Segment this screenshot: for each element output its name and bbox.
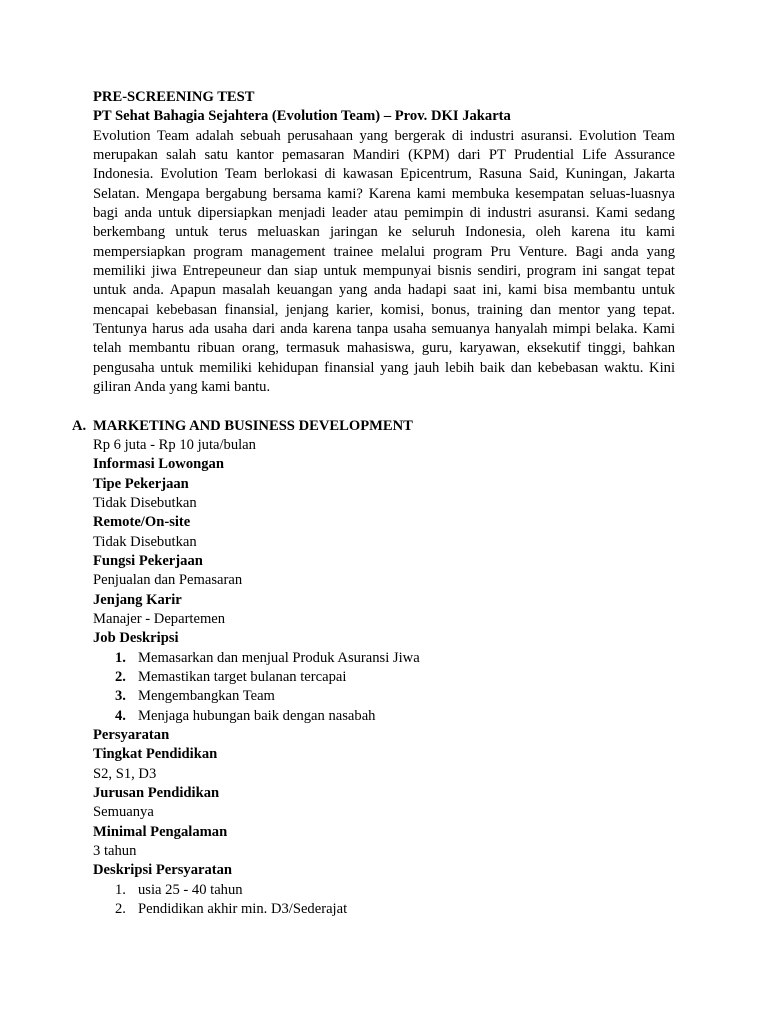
- list-text: Pendidikan akhir min. D3/Sederajat: [138, 901, 348, 918]
- list-item: [93, 687, 675, 706]
- jenjang-karir-value: Manajer - Departemen: [93, 610, 226, 627]
- job-deskripsi-label: Job Deskripsi: [93, 630, 179, 647]
- list-item: [93, 707, 675, 726]
- tipe-pekerjaan-value: Tidak Disebutkan: [93, 494, 197, 511]
- list-text: Memastikan target bulanan tercapai: [138, 668, 347, 685]
- section-title: MARKETING AND BUSINESS DEVELOPMENT: [93, 417, 413, 434]
- remote-value: Tidak Disebutkan: [93, 533, 197, 550]
- spacer: [93, 398, 675, 417]
- list-number: 2.: [115, 668, 126, 685]
- list-number: 1.: [115, 881, 126, 898]
- company-line: PT Sehat Bahagia Sejahtera (Evolution Team) – Prov. DKI Jakarta: [93, 108, 511, 125]
- fungsi-pekerjaan-label: Fungsi Pekerjaan: [93, 552, 203, 569]
- document-content: [72, 88, 675, 919]
- tingkat-pendidikan-label: Tingkat Pendidikan: [93, 746, 218, 763]
- list-text: Menjaga hubungan baik dengan nasabah: [138, 707, 376, 724]
- intro-paragraph: Evolution Team adalah sebuah perusahaan yang bergerak di industri asuransi. Evolution Team merupakan salah satu kantor pemasaran Mandiri (KPM) dari PT Prudential Life Assurance Indonesia. Evolution Team berlokasi di kawasan Epicentrum, Rasuna Said, Kuningan, Jakarta Selatan. Mengapa bergabung bersama kami? Karena kami membuka kesempatan seluas-luasnya bagi anda untuk dipersiapkan menjadi leader atau pemimpin di industri asuransi. Kami sedang berkembang untuk terus meluaskan jaringan ke seluruh Indonesia, oleh karena itu kami mempersiapkan program management trainee melalui program Pru Venture. Bagi anda yang memiliki jiwa Entrepeuneur dan siap untuk mempunyai bisnis sendiri, program ini sangat tepat untuk anda. Apapun masalah keuangan yang anda hadapi saat ini, kami bisa membantu untuk mencapai kebebasan finansial, jenjang karier, komisi, bonus, training dan mentor yang tepat. Tentunya harus ada usaha dari anda karena tanpa usaha semuanya hanyalah mimpi belaka. Kami telah membantu ribuan orang, termasuk mahasiswa, guru, karyawan, eksekutif tinggi, bahkan pengusaha untuk memiliki kehidupan finansial yang jauh lebih baik dan kebebasan waktu. Kini giliran Anda yang kami bantu.: [93, 127, 675, 396]
- persyaratan-label: Persyaratan: [93, 727, 170, 743]
- list-text: usia 25 - 40 tahun: [138, 881, 243, 898]
- list-text: Memasarkan dan menjual Produk Asuransi Jiwa: [138, 649, 420, 666]
- jurusan-pendidikan-label: Jurusan Pendidikan: [93, 785, 220, 802]
- list-item: [93, 668, 675, 687]
- deskripsi-persyaratan-list: [93, 881, 675, 920]
- section-letter: A.: [72, 417, 87, 434]
- list-number: 1.: [115, 649, 126, 666]
- fungsi-pekerjaan-value: Penjualan dan Pemasaran: [93, 572, 243, 589]
- job-deskripsi-list: [93, 649, 675, 726]
- list-text: Mengembangkan Team: [138, 688, 275, 705]
- minimal-pengalaman-label: Minimal Pengalaman: [93, 823, 228, 840]
- list-number: 2.: [115, 901, 126, 918]
- list-number: 4.: [115, 707, 126, 724]
- jenjang-karir-label: Jenjang Karir: [93, 591, 182, 608]
- minimal-pengalaman-value: 3 tahun: [93, 843, 137, 860]
- tipe-pekerjaan-label: Tipe Pekerjaan: [93, 475, 189, 492]
- remote-label: Remote/On-site: [93, 514, 191, 531]
- section-heading: [72, 417, 675, 436]
- list-number: 3.: [115, 688, 126, 705]
- deskripsi-persyaratan-label: Deskripsi Persyaratan: [93, 862, 233, 879]
- salary-range: Rp 6 juta - Rp 10 juta/bulan: [93, 436, 256, 453]
- jurusan-pendidikan-value: Semuanya: [93, 804, 154, 821]
- list-item: [93, 649, 675, 668]
- document-title: PRE-SCREENING TEST: [93, 89, 255, 105]
- list-item: [93, 881, 675, 900]
- list-item: [93, 900, 675, 919]
- info-heading: Informasi Lowongan: [93, 456, 224, 473]
- tingkat-pendidikan-value: S2, S1, D3: [93, 765, 157, 782]
